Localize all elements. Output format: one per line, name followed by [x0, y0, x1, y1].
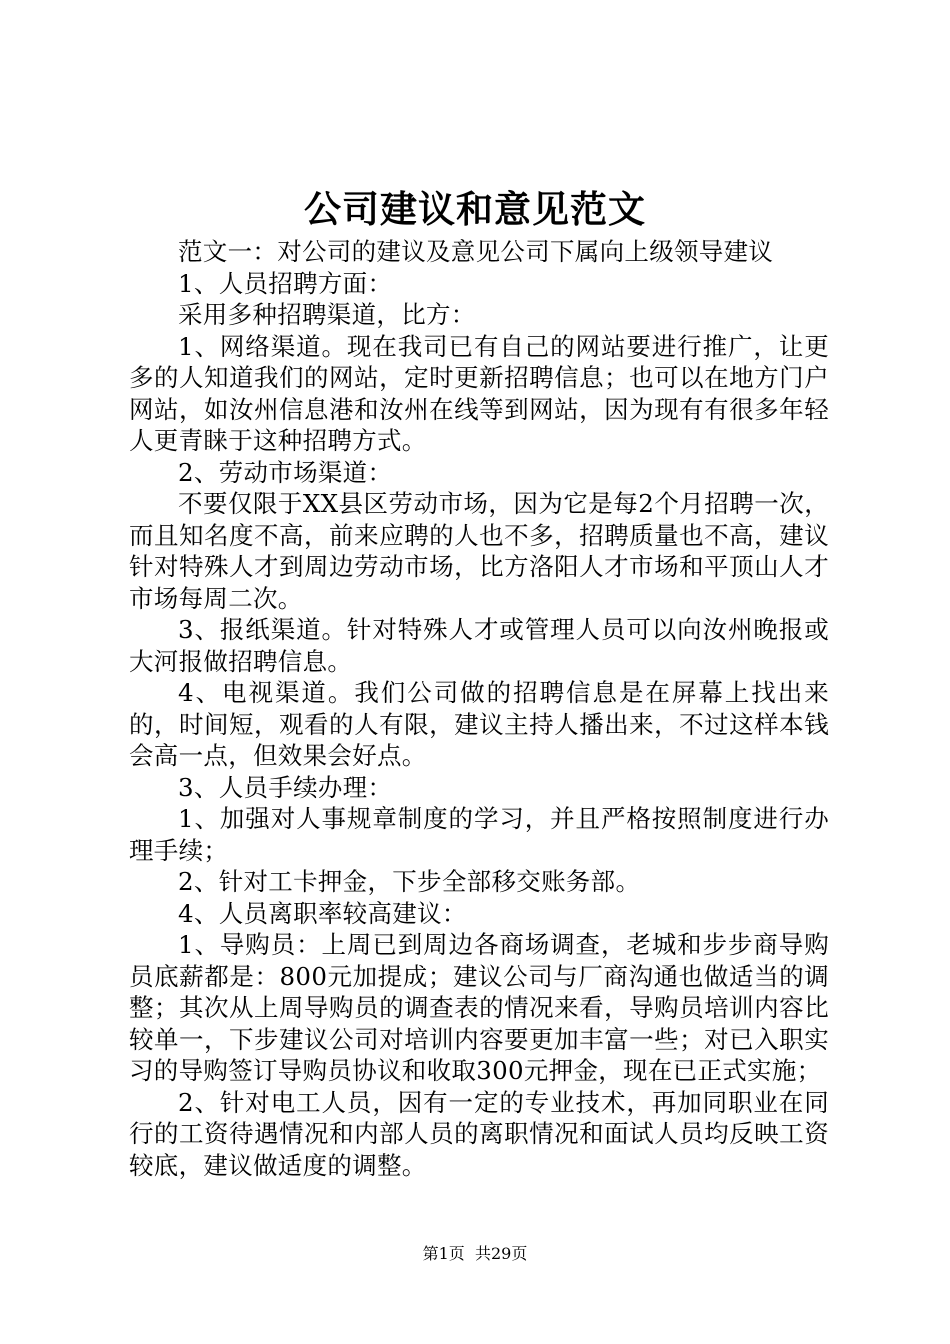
paragraph: 1、人员招聘方面：	[178, 268, 393, 298]
paragraph: 1、加强对人事规章制度的学习，并且严格按照制度进行办理手续；	[129, 804, 829, 865]
paragraph: 3、报纸渠道。针对特殊人才或管理人员可以向汝州晚报或大河报做招聘信息。	[129, 615, 829, 676]
paragraph: 2、针对工卡押金，下步全部移交账务部。	[178, 867, 641, 896]
page-footer	[0, 1243, 950, 1265]
paragraph: 4、电视渠道。我们公司做的招聘信息是在屏幕上找出来的，时间短，观看的人有限，建议主持人播出来，不过这样本钱会高一点，但效果会好点。	[129, 678, 829, 770]
page-total: 共29页	[474, 1244, 528, 1263]
paragraph: 2、劳动市场渠道：	[178, 457, 393, 487]
paragraph: 1、网络渠道。现在我司已有自己的网站要进行推广，让更多的人知道我们的网站，定时更新招聘信息；也可以在地方门户网站，如汝州信息港和汝州在线等到网站，因为现有有很多年轻人更青睐于这种招聘方式。	[129, 331, 829, 455]
document-body	[129, 236, 829, 1181]
paragraph: 4、人员离职率较高建议：	[178, 898, 467, 928]
page-title: 公司建议和意见范文	[304, 187, 646, 231]
page-number: 第1页	[422, 1244, 465, 1263]
paragraph: 2、针对电工人员，因有一定的专业技术，再加同职业在同行的工资待遇情况和内部人员的离职情况和面试人员均反映工资较底，建议做适度的调整。	[129, 1087, 829, 1180]
paragraph: 范文一：对公司的建议及意见公司下属向上级领导建议	[178, 237, 774, 266]
paragraph: 1、导购员：上周已到周边各商场调查，老城和步步商导购员底薪都是：800元加提成；建议公司与厂商沟通也做适当的调整；其次从上周导购员的调查表的情况来看，导购员培训内容比较单一，下步建议公司对培训内容要更加丰富一些；对已入职实习的导购签订导购员协议和收取300元押金，现在已正式实施；	[129, 930, 829, 1085]
paragraph: 采用多种招聘渠道，比方：	[178, 300, 476, 329]
paragraph: 不要仅限于XX县区劳动市场，因为它是每2个月招聘一次，而且知名度不高，前来应聘的人也不多，招聘质量也不高，建议针对特殊人才到周边劳动市场，比方洛阳人才市场和平顶山人才市场每周二次。	[129, 489, 829, 613]
paragraph: 3、人员手续办理：	[178, 772, 393, 802]
